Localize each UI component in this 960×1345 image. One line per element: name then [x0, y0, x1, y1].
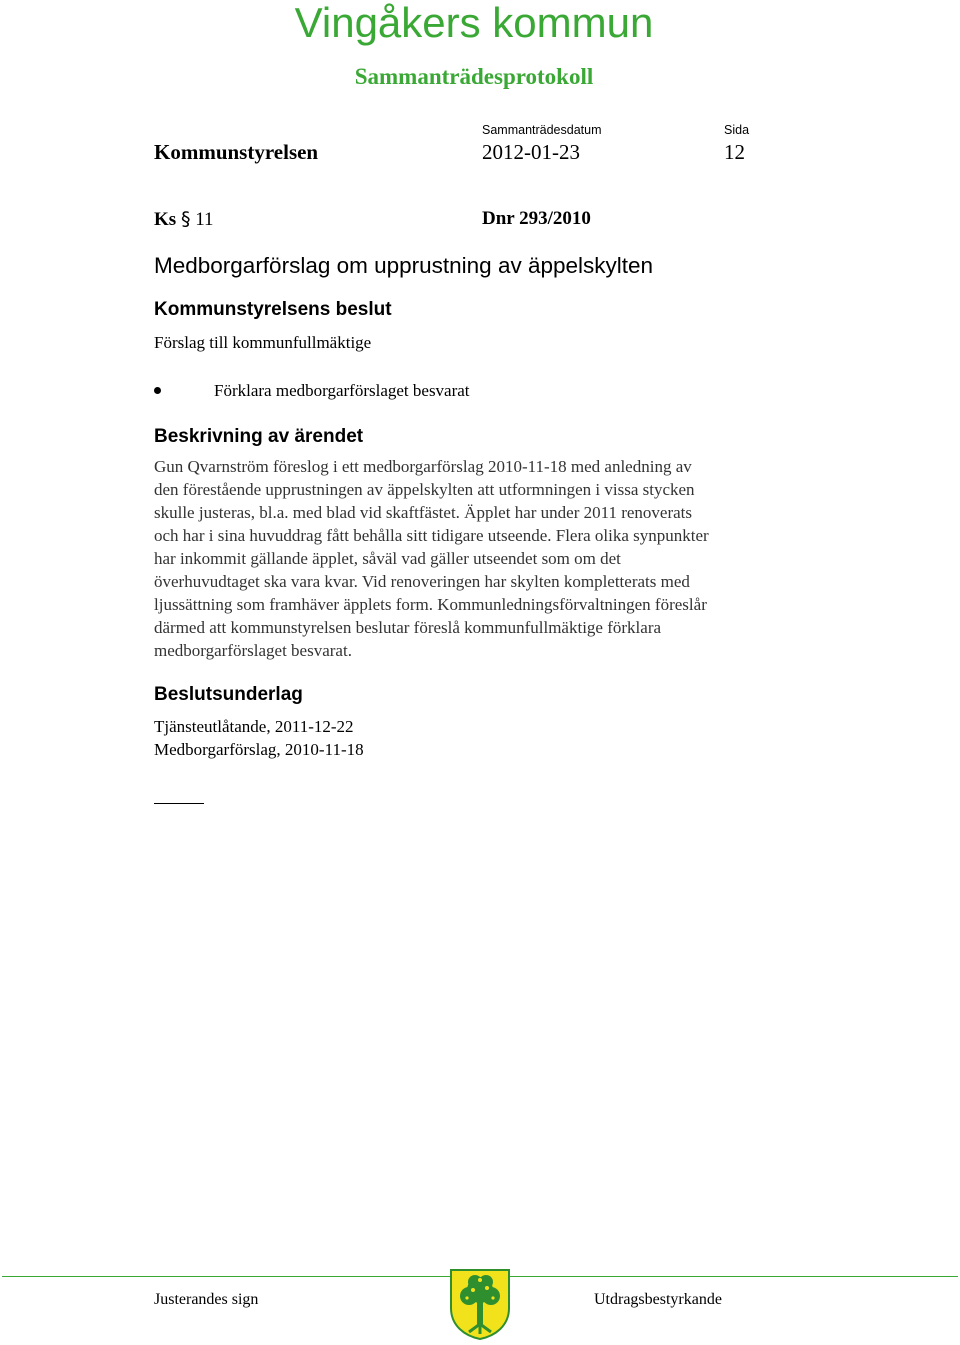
- description-line: Gun Qvarnström föreslog i ett medborgarförslag 2010-11-18 med anledning av: [154, 457, 692, 476]
- basis-heading: Beslutsunderlag: [154, 684, 303, 705]
- meeting-date: 2012-01-23: [482, 140, 580, 164]
- page-label: Sida: [724, 123, 750, 137]
- description-line: ljussättning som framhäver äpplets form. Kommunledningsförvaltningen föreslår: [154, 595, 707, 614]
- footer-utdragsbestyrkande: Utdragsbestyrkande: [594, 1291, 722, 1308]
- description-line: har inkommit gällande äpplet, såväl vad gäller utseendet som om det: [154, 549, 621, 568]
- protocol-title: Sammanträdesprotokoll: [354, 64, 594, 89]
- committee-name: Kommunstyrelsen: [154, 140, 319, 164]
- dnr-number: Dnr 293/2010: [482, 208, 591, 229]
- case-number: [154, 207, 213, 232]
- description-line: skulle justeras, bl.a. med blad vid skaftfästet. Äpplet har under 2011 renoverats: [154, 503, 693, 522]
- bullet-icon: [154, 387, 161, 394]
- description-line: överhuvudtaget ska vara kvar. Vid renoveringen har skylten kompletterats med: [154, 572, 690, 591]
- section-symbol: §: [180, 208, 191, 230]
- decision-bullet: Förklara medborgarförslaget besvarat: [214, 381, 470, 400]
- municipality-title: Vingåkers kommun: [294, 0, 654, 46]
- description-line: och har i sina huvuddrag fått behålla sitt tidigare utseende. Flera olika synpunkter: [154, 526, 709, 545]
- basis-item: Medborgarförslag, 2010-11-18: [154, 740, 364, 759]
- footer-justerandes-sign: Justerandes sign: [154, 1291, 259, 1308]
- municipal-coat-of-arms-icon: [449, 1268, 511, 1340]
- case-ks-number: 11: [195, 209, 214, 230]
- decision-intro: Förslag till kommunfullmäktige: [154, 333, 372, 352]
- description-paragraph: [154, 455, 804, 662]
- description-heading: Beskrivning av ärendet: [154, 426, 364, 447]
- date-label: Sammanträdesdatum: [482, 123, 602, 137]
- case-prefix: Ks: [154, 209, 177, 230]
- description-line: därmed att kommunstyrelsen beslutar föreslå kommunfullmäktige förklara: [154, 618, 662, 637]
- description-line: medborgarförslaget besvarat.: [154, 641, 352, 660]
- page-number: 12: [724, 140, 745, 164]
- case-title: Medborgarförslag om upprustning av äppelskylten: [154, 253, 654, 278]
- basis-item: Tjänsteutlåtande, 2011-12-22: [154, 717, 354, 736]
- end-rule: [154, 803, 204, 804]
- description-line: den förestående upprustningen av äppelskylten att utformningen i vissa stycken: [154, 480, 695, 499]
- decision-heading: Kommunstyrelsens beslut: [154, 299, 392, 320]
